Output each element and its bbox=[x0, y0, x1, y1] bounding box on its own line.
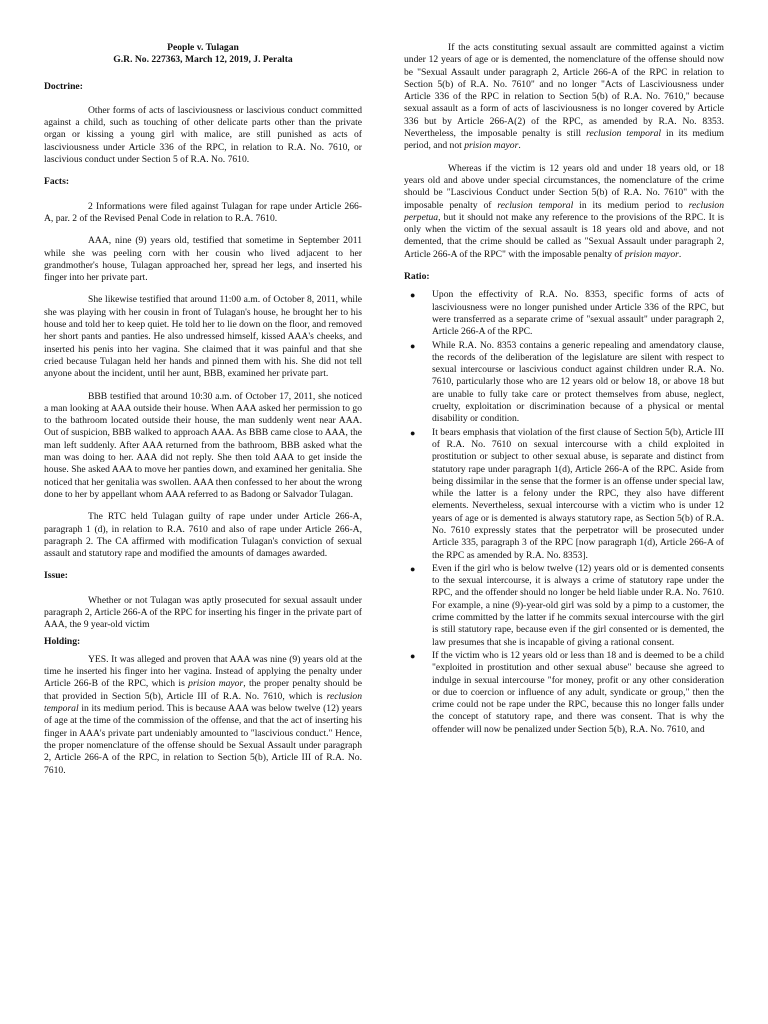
bullet-icon: ● bbox=[410, 563, 416, 574]
text-part: , but it should not make any reference to the provisions of the RPC. It is only when the victim of the sexual assault is 18 years old and above, and not demented, that the crime should be called as "Sexual Assault under paragraph 2, Article 266-A of the RPC" with the imposable penalty of bbox=[404, 211, 724, 260]
emphasis: prision mayor bbox=[624, 248, 679, 260]
holding-emphasis: prision mayor bbox=[188, 678, 244, 690]
holding-text bbox=[44, 654, 362, 777]
issue-heading: Issue: bbox=[44, 570, 68, 582]
facts-paragraph: She likewise testified that around 11:00 a.m. of October 8, 2011, while she was playing with her cousin in front of Tulagan's house, he brought her to his house and told her to keep quiet. He told her to lie down on the floor, and removed her short pants and panties. He also undressed himself, kissed AAA's cheeks, and inserted his penis into her vagina. She claimed that it was painful and that she cried because Tulagan held her hands and pinned them with his. She did not tell anyone about the incident, until her aunt, BBB, examined her private part. bbox=[44, 294, 362, 380]
doctrine-text: Other forms of acts of lasciviousness or lascivious conduct committed against a child, such as touching of other delicate parts other than the private organ or kissing a young girl with malice, are still punished as acts of lasciviousness under Article 336 of the RPC, in relation to R.A. No. 7610, or lascivious conduct under Section 5 of R.A. No. 7610. bbox=[44, 104, 362, 166]
facts-paragraph: BBB testified that around 10:30 a.m. of October 17, 2011, she noticed a man looking at AAA outside their house. When AAA asked her permission to go to the bathroom located outside their house, the man suddenly went near AAA. Out of suspicion, BBB walked to approach AAA. As BBB came close to AAA, the man left suddenly. After AAA returned from the bathroom, BBB asked what the man was doing to her. AAA did not reply. She then told AAA to get inside the house. She asked AAA to move her panties down, and examined her genitalia. She noticed that her genitalia was swollen. AAA then confessed to her about the wrong done to her by appellant whom AAA referred to as Badong or Salvador Tulagan. bbox=[44, 390, 362, 500]
right-column bbox=[404, 42, 724, 737]
list-item-text: It bears emphasis that violation of the first clause of Section 5(b), Article III of R.A. No. 7610 on sexual intercourse with a child exploited in prostitution or subject to other sexual abuse, is separate and distinct from statutory rape under paragraph 1(d), Article 266-A of the RPC. Aside from being dissimilar in the sense that the former is an offense under special law, while the latter is a felony under the RPC, they also have different elements. Nevertheless, sexual intercourse with a victim who is under 12 years of age or is demented is always statutory rape, as Section 5(b) of R.A. No. 7610 expressly states that the perpetrator will be prosecuted under Article 335, paragraph 3 of the RPC [now paragraph 1(d), Article 266-A of the RPC as amended by R.A. No. 8353]. bbox=[432, 426, 724, 561]
holding-emphasis: reclusion temporal bbox=[44, 690, 362, 715]
holding-heading: Holding: bbox=[44, 635, 81, 647]
list-item-text: While R.A. No. 8353 contains a generic repealing and amendatory clause, the records of the deliberation of the legislature are silent with respect to sexual intercourse or lascivious conduct against children under R.A. No. 7610, particularly those who are 12 years old or below 18, or above 18 but are unable to fully take care or protect themselves from abuse, neglect, cruelty, exploitation or discrimination because of a physical or mental disability or condition. bbox=[432, 339, 724, 425]
holding-continuation-paragraph bbox=[404, 163, 724, 261]
list-item bbox=[404, 563, 724, 649]
list-item bbox=[404, 427, 724, 562]
holding-text-part: , the proper penalty should be that provided in Section 5(b), Article III of R.A. No. 7610, which is bbox=[44, 678, 363, 702]
list-item bbox=[404, 340, 724, 426]
text-part: Whereas if the victim is 12 years old and under 18 years old, or 18 years old and above under special circumstances, the nomenclature of the crime should be "Lascivious Conduct under Section 5(b) of R.A. No. 7610" with the imposable penalty of bbox=[404, 162, 724, 211]
text-part: If the acts constituting sexual assault are committed against a victim under 12 years of age or is demented, the nomenclature of the offense should now be "Sexual Assault under paragraph 2, Article 266-A of the RPC in relation to Section 5(b) of R.A. No. 7610" and no longer "Acts of Lasciviousness under Article 336 of the RPC in relation to Section 5(b) of R.A. No. 7610," because sexual assault as a form of acts of lasciviousness is no longer covered by Article 336 but by Article 266-A(2) of the RPC, as amended by R.A. No. 8353. Nevertheless, the imposable penalty is still bbox=[404, 42, 724, 140]
bullet-icon: ● bbox=[410, 650, 416, 661]
list-item bbox=[404, 289, 724, 338]
text-part: in its medium period, and not bbox=[404, 128, 724, 152]
left-column bbox=[44, 42, 362, 787]
facts-paragraph: 2 Informations were filed against Tulagan for rape under Article 266-A, par. 2 of the Revised Penal Code in relation to R.A. 7610. bbox=[44, 200, 362, 224]
ratio-heading: Ratio: bbox=[404, 271, 430, 283]
emphasis: reclusion temporal bbox=[586, 128, 662, 140]
facts-paragraph: The RTC held Tulagan guilty of rape under under Article 266-A, paragraph 1 (d), in relation to R.A. 7610 and also of rape under Article 266-A, paragraph 2. The CA affirmed with modification Tulagan's conviction of sexual assault and statutory rape and modified the amounts of damages awarded. bbox=[44, 511, 362, 560]
holding-text-part: in its medium period. This is because AAA was below twelve (12) years of age at the time of the commission of the offense, and that the act of inserting his finger in AAA's private part undeniably amounted to "lascivious conduct." Hence, the proper nomenclature of the offense should be Sexual Assault under paragraph 2, Article 266-A of the RPC, in relation to Section 5(b), Article III of R.A. No. 7610. bbox=[44, 703, 362, 776]
bullet-icon: ● bbox=[410, 290, 416, 301]
bullet-icon: ● bbox=[410, 427, 416, 438]
emphasis: reclusion perpetua bbox=[404, 199, 724, 223]
ratio-list bbox=[404, 289, 724, 736]
case-title: People v. Tulagan bbox=[167, 42, 239, 53]
facts-heading: Facts: bbox=[44, 176, 70, 188]
holding-continuation-paragraph bbox=[404, 42, 724, 153]
emphasis: reclusion temporal bbox=[497, 199, 574, 211]
doctrine-heading: Doctrine: bbox=[44, 80, 83, 92]
case-citation: G.R. No. 227363, March 12, 2019, J. Peralta bbox=[113, 54, 293, 66]
list-item-text: If the victim who is 12 years old or less than 18 and is deemed to be a child "exploited in prostitution and other sexual abuse" because she agreed to indulge in sexual intercourse "for money, profit or any other consideration or due to coercion or influence of any adult, syndicate or group," then the crime could not be rape under the RPC, because this no longer falls under the concept of statutory rape, and there was consent. That is why the offender will now be penalized under Section 5(b), R.A. No. 7610, and bbox=[432, 649, 724, 735]
issue-text: Whether or not Tulagan was aptly prosecuted for sexual assault under paragraph 2, Article 266-A of the RPC for inserting his finger in the private part of AAA, the 9 year-old victim bbox=[44, 594, 362, 631]
text-part: in its medium period to bbox=[573, 199, 689, 211]
holding-text-part: YES. It was alleged and proven that AAA was nine (9) years old at the time he inserted his finger into her vagina. Instead of applying the penalty under Article 266-B of the RPC, which is bbox=[44, 653, 362, 690]
list-item-text: Upon the effectivity of R.A. No. 8353, specific forms of acts of lasciviousness were no longer punished under Article 336 of the RPC, but were transferred as a separate crime of "sexual assault" under paragraph 2, Article 266-A of the RPC. bbox=[432, 289, 724, 338]
text-part: . bbox=[678, 248, 682, 260]
facts-paragraph: AAA, nine (9) years old, testified that sometime in September 2011 while she was peeling corn with her cousin who lived adjacent to her grandmother's house, Tulagan approached her, spread her legs, and inserted his finger into her private part. bbox=[44, 235, 362, 284]
list-item bbox=[404, 650, 724, 736]
text-part: . bbox=[518, 140, 521, 152]
emphasis: prision mayor bbox=[464, 140, 519, 152]
bullet-icon: ● bbox=[410, 340, 416, 351]
list-item-text: Even if the girl who is below twelve (12) years old or is demented consents to the sexual intercourse, it is always a crime of statutory rape under the RPC, and the offender should no longer be held liable under R.A. No. 7610. For example, a nine (9)-year-old girl was sold by a pimp to a customer, the crime committed by the latter if he commits sexual intercourse with the girl is still statutory rape, because even if the girl consented or is demented, the law presumes that she is incapable of giving a rational consent. bbox=[432, 562, 724, 648]
